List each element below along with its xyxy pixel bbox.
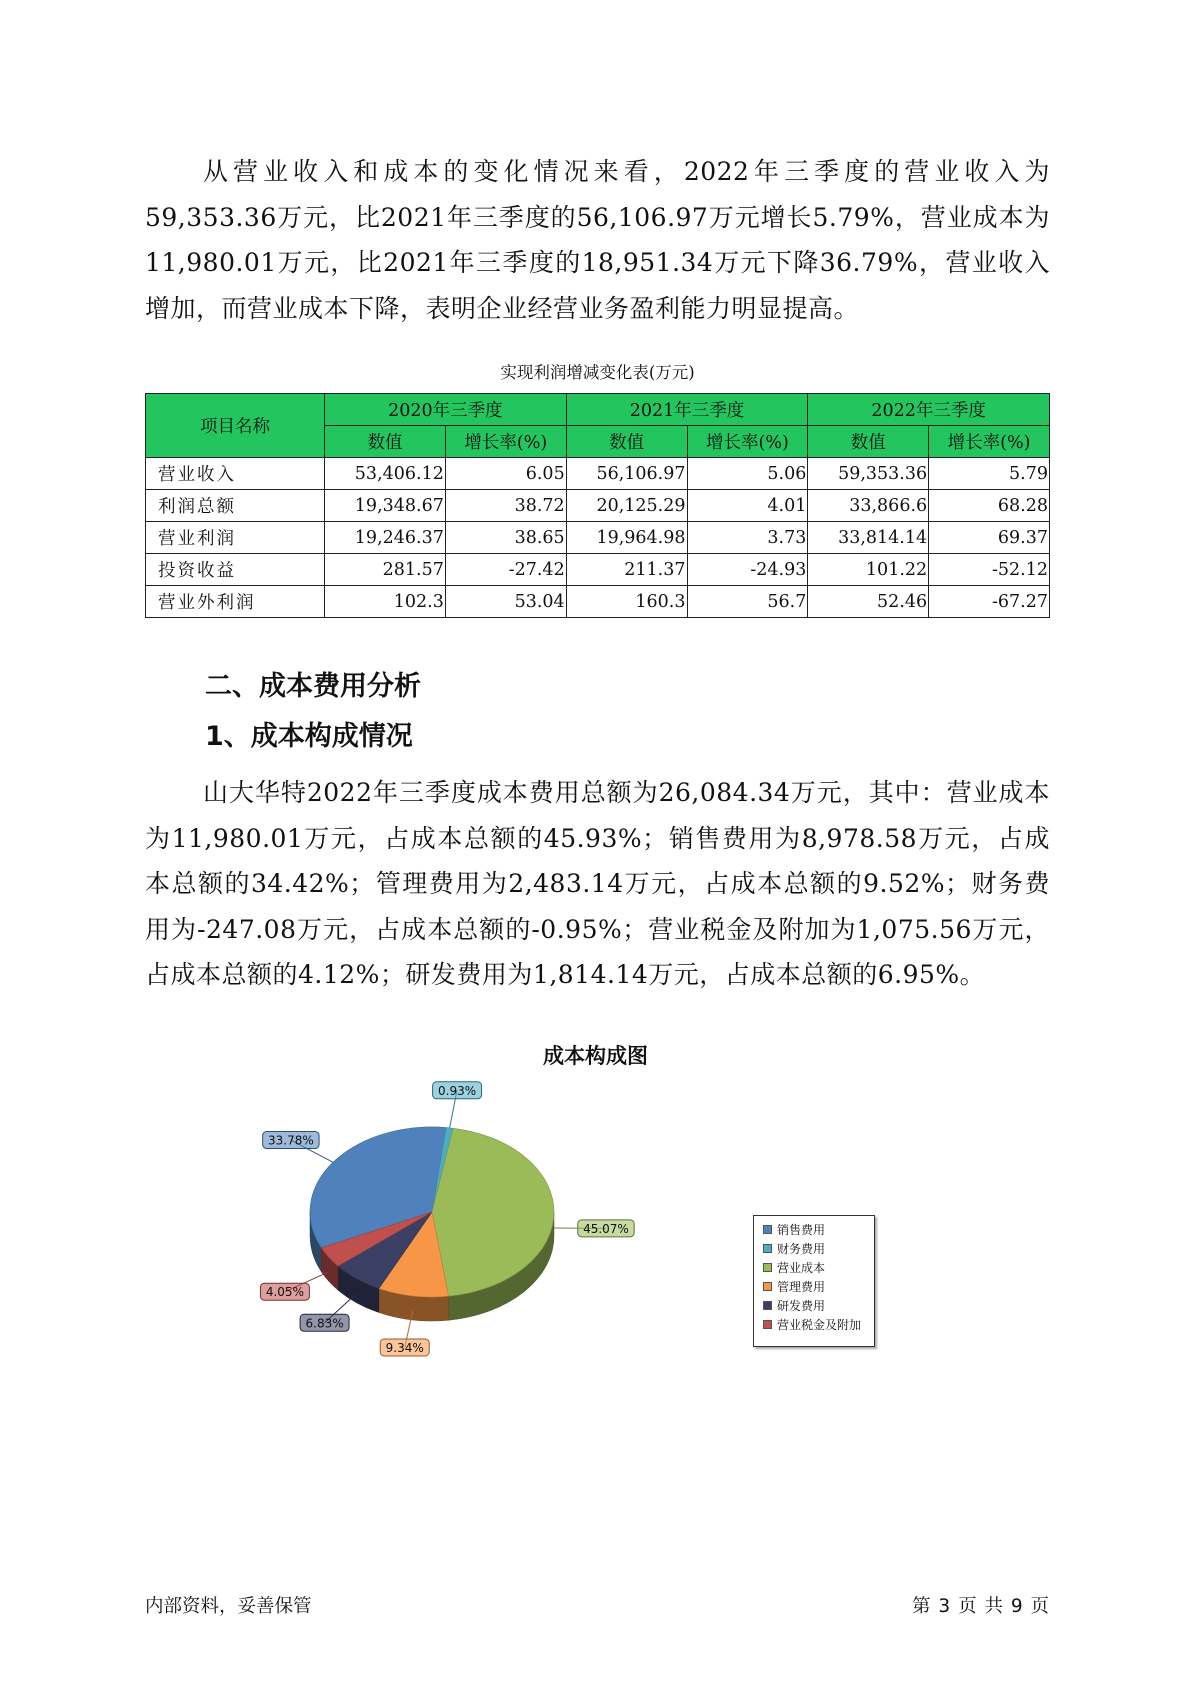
row-name: 营业利润 [146, 522, 325, 554]
table-cell: 38.65 [445, 522, 566, 554]
table-cell: 5.79 [929, 458, 1050, 490]
table-cell: 19,348.67 [325, 490, 446, 522]
table-cell: 211.37 [566, 554, 687, 586]
table-cell: 53,406.12 [325, 458, 446, 490]
table-cell: 3.73 [687, 522, 808, 554]
row-name: 利润总额 [146, 490, 325, 522]
table-cell: -52.12 [929, 554, 1050, 586]
legend-item [763, 1315, 874, 1334]
table-row [146, 458, 1050, 490]
cost-pie-chart [0, 1080, 760, 1360]
footer-page-number: 第 3 页 共 9 页 [912, 1596, 1050, 1617]
legend-swatch [763, 1320, 772, 1329]
table-row [146, 490, 1050, 522]
row-name: 投资收益 [146, 554, 325, 586]
header-period: 2022年三季度 [808, 394, 1050, 426]
data-label: 33.78% [267, 1133, 314, 1148]
legend-label: 营业税金及附加 [777, 1318, 862, 1332]
header-value: 数值 [566, 426, 687, 458]
footer-confidential: 内部资料，妥善保管 [145, 1596, 312, 1617]
header-value: 数值 [808, 426, 929, 458]
table-cell: -27.42 [445, 554, 566, 586]
header-value: 数值 [325, 426, 446, 458]
table-cell: 69.37 [929, 522, 1050, 554]
section-heading: 二、成本费用分析 [205, 671, 421, 702]
header-period: 2021年三季度 [566, 394, 808, 426]
pie-top [310, 1127, 554, 1297]
subsection-heading: 1、成本构成情况 [205, 721, 413, 752]
table-cell: 59,353.36 [808, 458, 929, 490]
data-label: 45.07% [583, 1221, 629, 1236]
legend-item [763, 1277, 874, 1296]
table-cell: 160.3 [566, 586, 687, 618]
header-growth: 增长率(%) [929, 426, 1050, 458]
table-cell: 56.7 [687, 586, 808, 618]
table-cell: 56,106.97 [566, 458, 687, 490]
legend-item [763, 1239, 874, 1258]
legend-item [763, 1220, 874, 1239]
legend-swatch [763, 1263, 772, 1272]
table-row [146, 522, 1050, 554]
data-label: 6.83% [305, 1316, 344, 1331]
table-cell: 101.22 [808, 554, 929, 586]
table-cell: 19,246.37 [325, 522, 446, 554]
chart-title: 成本构成图 [543, 1044, 648, 1068]
data-label: 0.93% [438, 1083, 477, 1098]
table-cell: 6.05 [445, 458, 566, 490]
row-name: 营业收入 [146, 458, 325, 490]
intro-paragraph: 从营业收入和成本的变化情况来看，2022年三季度的营业收入为59,353.36万元，比2021年三季度的56,106.97万元增长5.79%，营业成本为11,980.01万元，比2021年三季度的18,951.34万元下降36.79%，营业收入增加，而营业成本下降，表明企业经营业务盈利能力明显提高。 [145, 157, 1050, 323]
table-cell: 281.57 [325, 554, 446, 586]
table-row [146, 554, 1050, 586]
header-growth: 增长率(%) [687, 426, 808, 458]
legend-swatch [763, 1244, 772, 1253]
legend-label: 销售费用 [777, 1223, 826, 1237]
table-cell: 33,814.14 [808, 522, 929, 554]
legend-label: 营业成本 [777, 1261, 826, 1275]
table-cell: -24.93 [687, 554, 808, 586]
table-row [146, 586, 1050, 618]
table-cell: 19,964.98 [566, 522, 687, 554]
table-cell: 68.28 [929, 490, 1050, 522]
profit-change-table [145, 393, 1050, 618]
legend-label: 财务费用 [777, 1242, 826, 1256]
legend-swatch [763, 1282, 772, 1291]
header-item-name: 项目名称 [146, 394, 325, 458]
table-cell: -67.27 [929, 586, 1050, 618]
table-cell: 102.3 [325, 586, 446, 618]
header-growth: 增长率(%) [445, 426, 566, 458]
header-period: 2020年三季度 [325, 394, 567, 426]
table-cell: 4.01 [687, 490, 808, 522]
legend-label: 管理费用 [777, 1280, 826, 1294]
table-cell: 52.46 [808, 586, 929, 618]
legend-item [763, 1296, 874, 1315]
legend-swatch [763, 1225, 772, 1234]
data-label: 9.34% [385, 1340, 424, 1355]
chart-legend [753, 1215, 875, 1347]
table-cell: 33,866.6 [808, 490, 929, 522]
table-caption: 实现利润增减变化表(万元) [500, 363, 695, 382]
legend-label: 研发费用 [777, 1299, 826, 1313]
table-cell: 53.04 [445, 586, 566, 618]
table-cell: 20,125.29 [566, 490, 687, 522]
table-cell: 5.06 [687, 458, 808, 490]
table-cell: 38.72 [445, 490, 566, 522]
legend-swatch [763, 1301, 772, 1310]
legend-item [763, 1258, 874, 1277]
cost-paragraph: 山大华特2022年三季度成本费用总额为26,084.34万元，其中：营业成本为11,980.01万元，占成本总额的45.93%；销售费用为8,978.58万元，占成本总额的34.42%；管理费用为2,483.14万元，占成本总额的9.52%；财务费用为-247.08万元，占成本总额的-0.95%；营业税金及附加为1,075.56万元，占成本总额的4.12%；研发费用为1,814.14万元，占成本总额的6.95%。 [145, 778, 1050, 989]
row-name: 营业外利润 [146, 586, 325, 618]
data-label: 4.05% [265, 1285, 304, 1300]
